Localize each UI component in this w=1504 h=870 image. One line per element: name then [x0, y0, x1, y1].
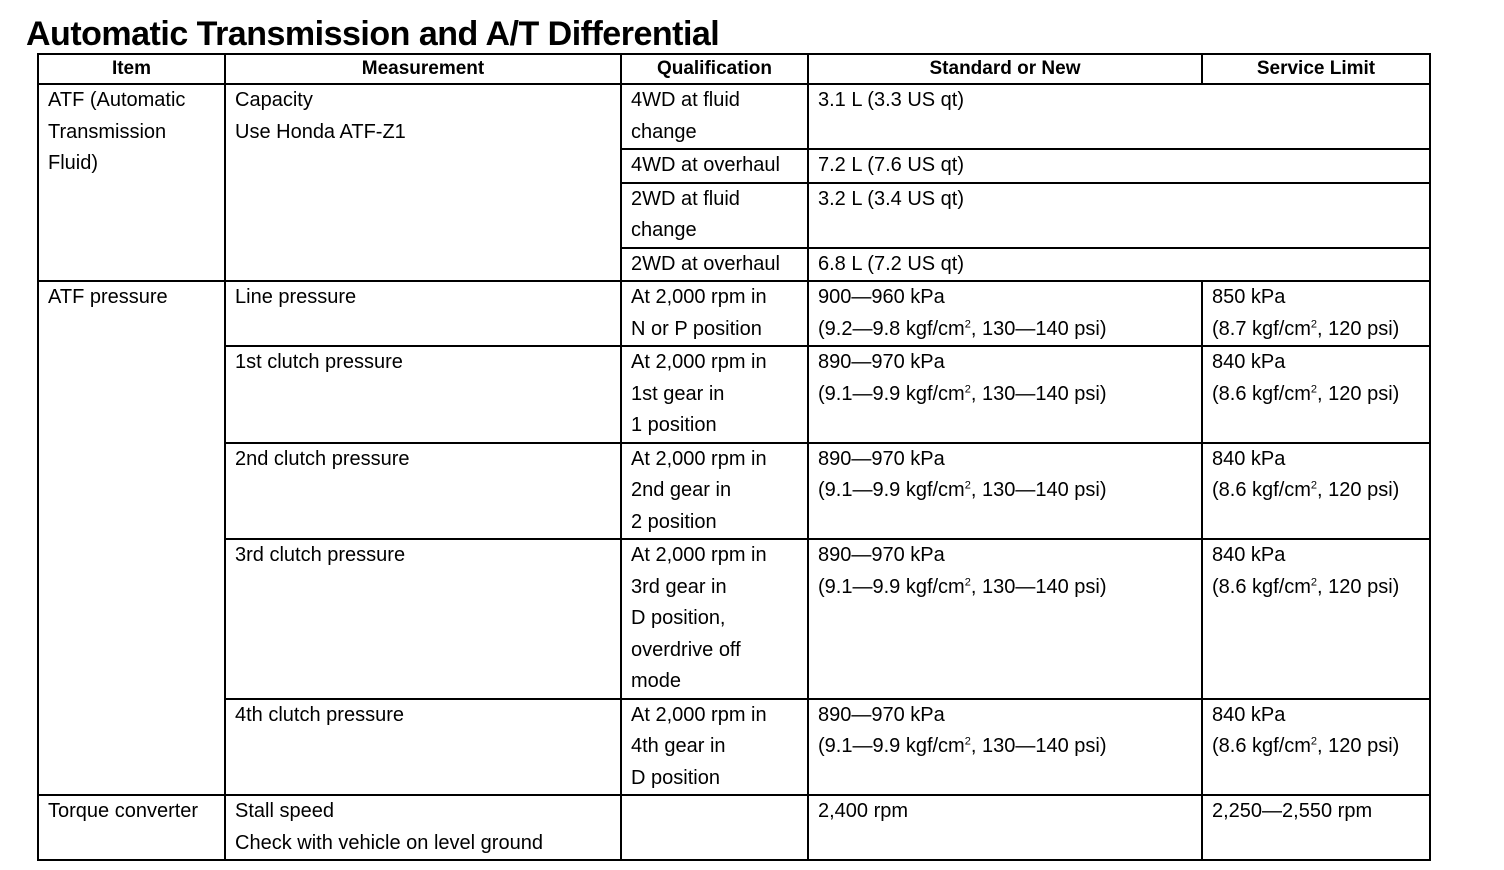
item-cell	[38, 795, 225, 860]
value-text: , 120 psi)	[1317, 317, 1400, 340]
qualification-cell	[621, 443, 808, 540]
cell-line: 3.2 L (3.4 US qt)	[818, 187, 964, 210]
superscript: 2	[1310, 317, 1318, 330]
value-text: , 130—140 psi)	[970, 317, 1107, 340]
superscript: 2	[1310, 575, 1318, 588]
cell-line: Transmission	[48, 120, 167, 143]
cell-line: At 2,000 rpm in	[631, 351, 767, 373]
value-text: , 120 psi)	[1317, 382, 1400, 405]
qualification-cell	[621, 183, 808, 248]
measurement-cell	[225, 699, 621, 796]
standard-cell	[808, 183, 1430, 248]
cell-line: At 2,000 rpm in	[631, 544, 767, 566]
cell-line: 2nd clutch pressure	[235, 447, 410, 470]
superscript: 2	[1310, 479, 1318, 492]
value-text: (9.1—9.9 kgf/cm	[818, 575, 965, 598]
value-text: (8.6 kgf/cm	[1212, 735, 1311, 757]
cell-line: D position	[631, 766, 720, 789]
header-qualification: Qualification	[621, 54, 808, 84]
qualification-cell	[621, 84, 808, 149]
standard-cell	[808, 795, 1202, 860]
qualification-cell	[621, 281, 808, 346]
cell-line: change	[631, 120, 697, 143]
superscript: 2	[964, 479, 971, 492]
cell-line: At 2,000 rpm in	[631, 447, 767, 470]
standard-cell	[808, 443, 1202, 540]
cell-line: overdrive off	[631, 638, 741, 661]
header-item: Item	[38, 54, 225, 84]
cell-line	[818, 314, 1195, 346]
cell-line: 7.2 L (7.6 US qt)	[818, 154, 964, 176]
superscript: 2	[1310, 735, 1318, 748]
cell-line	[1212, 572, 1423, 604]
qualification-cell	[621, 539, 808, 699]
cell-line: Line pressure	[235, 286, 357, 308]
cell-line: D position,	[631, 607, 726, 629]
measurement-cell	[225, 281, 621, 346]
table-row	[38, 795, 1430, 860]
cell-line: 3.1 L (3.3 US qt)	[818, 89, 964, 111]
superscript: 2	[964, 382, 971, 395]
service-limit-cell	[1202, 443, 1430, 540]
cell-line: 2,400 rpm	[818, 800, 909, 822]
cell-line: 890—970 kPa	[818, 351, 945, 373]
value-text: (9.1—9.9 kgf/cm	[818, 382, 965, 405]
cell-line: 1st clutch pressure	[235, 351, 403, 373]
spec-table	[37, 53, 1431, 861]
cell-line: 6.8 L (7.2 US qt)	[818, 252, 964, 275]
cell-line	[1212, 731, 1423, 763]
header-row	[38, 54, 1430, 84]
standard-cell	[808, 699, 1202, 796]
value-text: , 120 psi)	[1317, 479, 1400, 501]
qualification-cell	[621, 149, 808, 183]
cell-line: 4th gear in	[631, 735, 726, 757]
table-row	[38, 346, 1430, 443]
cell-line: ATF pressure	[48, 286, 168, 308]
standard-cell	[808, 281, 1202, 346]
value-text: (8.7 kgf/cm	[1212, 317, 1311, 340]
cell-line: N or P position	[631, 317, 762, 340]
cell-line: change	[631, 219, 697, 241]
service-limit-cell	[1202, 699, 1430, 796]
cell-line: 890—970 kPa	[818, 544, 945, 566]
cell-line: 1 position	[631, 414, 717, 436]
value-text: (8.6 kgf/cm	[1212, 382, 1311, 405]
cell-line	[818, 572, 1195, 604]
value-text: (9.2—9.8 kgf/cm	[818, 317, 965, 340]
table-row	[38, 699, 1430, 796]
measurement-cell	[225, 443, 621, 540]
cell-line: Fluid)	[48, 152, 99, 174]
qualification-cell	[621, 346, 808, 443]
cell-line: 840 kPa	[1212, 447, 1286, 470]
cell-line: Capacity	[235, 89, 313, 111]
standard-cell	[808, 539, 1202, 699]
cell-line	[1212, 379, 1423, 411]
table-row	[38, 84, 1430, 149]
value-text: (8.6 kgf/cm	[1212, 575, 1311, 598]
standard-cell	[808, 84, 1430, 149]
standard-cell	[808, 149, 1430, 183]
cell-line: 2nd gear in	[631, 479, 732, 501]
header-service-limit: Service Limit	[1202, 54, 1430, 84]
superscript: 2	[964, 317, 971, 330]
value-text: , 130—140 psi)	[970, 575, 1107, 598]
measurement-cell	[225, 539, 621, 699]
cell-line: 4th clutch pressure	[235, 703, 404, 726]
value-text: (9.1—9.9 kgf/cm	[818, 479, 965, 501]
cell-line	[818, 731, 1195, 763]
cell-line: 840 kPa	[1212, 544, 1286, 566]
qualification-cell	[621, 699, 808, 796]
service-limit-cell	[1202, 795, 1430, 860]
value-text: , 120 psi)	[1317, 575, 1400, 598]
cell-line	[1212, 475, 1423, 507]
value-text: , 130—140 psi)	[970, 479, 1107, 501]
cell-line: 890—970 kPa	[818, 447, 945, 470]
qualification-cell	[621, 795, 808, 860]
cell-line: 840 kPa	[1212, 703, 1286, 726]
superscript: 2	[1310, 382, 1318, 395]
cell-line	[818, 379, 1195, 411]
cell-line: Use Honda ATF-Z1	[235, 120, 406, 143]
cell-line: 3rd clutch pressure	[235, 544, 406, 566]
value-text: , 120 psi)	[1317, 735, 1400, 757]
cell-line	[818, 475, 1195, 507]
cell-line	[1212, 314, 1423, 346]
cell-line: 900—960 kPa	[818, 286, 945, 308]
cell-line: At 2,000 rpm in	[631, 703, 767, 726]
cell-line: mode	[631, 670, 682, 692]
cell-line: 840 kPa	[1212, 351, 1286, 373]
cell-line: 4WD at fluid	[631, 89, 740, 111]
item-cell	[38, 84, 225, 281]
cell-line: At 2,000 rpm in	[631, 286, 767, 308]
value-text: (8.6 kgf/cm	[1212, 479, 1311, 501]
header-measurement: Measurement	[225, 54, 621, 84]
service-limit-cell	[1202, 346, 1430, 443]
header-standard: Standard or New	[808, 54, 1202, 84]
table-row	[38, 443, 1430, 540]
cell-line: 890—970 kPa	[818, 703, 945, 726]
item-cell	[38, 281, 225, 795]
cell-line: Torque converter	[48, 800, 199, 822]
standard-cell	[808, 248, 1430, 282]
measurement-cell	[225, 795, 621, 860]
cell-line: 850 kPa	[1212, 286, 1286, 308]
measurement-cell	[225, 84, 621, 281]
cell-line: Check with vehicle on level ground	[235, 831, 543, 854]
cell-line: 2WD at fluid	[631, 187, 740, 210]
cell-line: 4WD at overhaul	[631, 154, 780, 176]
value-text: (9.1—9.9 kgf/cm	[818, 735, 965, 757]
cell-line: Stall speed	[235, 800, 334, 822]
superscript: 2	[964, 575, 971, 588]
measurement-cell	[225, 346, 621, 443]
value-text: , 130—140 psi)	[970, 382, 1107, 405]
cell-line: 1st gear in	[631, 382, 725, 405]
table-row	[38, 539, 1430, 699]
cell-line: 2,250—2,550 rpm	[1212, 800, 1373, 822]
cell-line: 2 position	[631, 510, 717, 533]
superscript: 2	[964, 735, 971, 748]
cell-line: 3rd gear in	[631, 575, 727, 598]
standard-cell	[808, 346, 1202, 443]
page-title: Automatic Transmission and A/T Differential	[26, 15, 720, 53]
qualification-cell	[621, 248, 808, 282]
cell-line: ATF (Automatic	[48, 89, 186, 111]
service-limit-cell	[1202, 281, 1430, 346]
service-limit-cell	[1202, 539, 1430, 699]
table-row	[38, 281, 1430, 346]
value-text: , 130—140 psi)	[970, 735, 1107, 757]
cell-line: 2WD at overhaul	[631, 252, 780, 275]
